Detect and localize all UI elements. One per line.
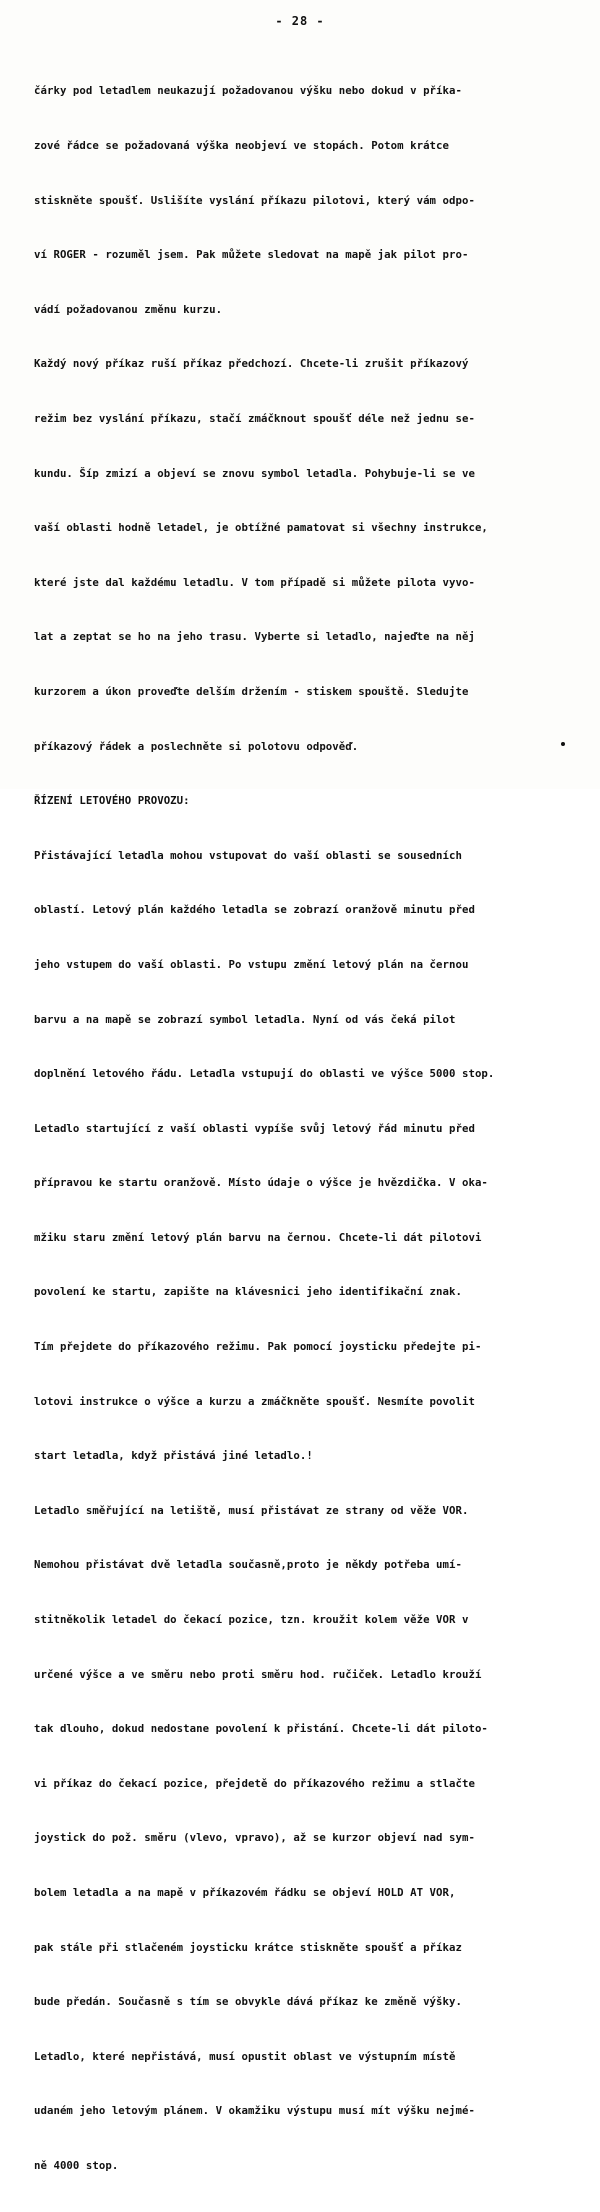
text-line: stiskněte spoušť. Uslišíte vyslání příkazu pilotovi, který vám odpo-: [34, 193, 475, 207]
text-line: Každý nový příkaz ruší příkaz předchozí. Chcete-li zrušit příkazový: [34, 357, 469, 371]
text-line: Nemohou přistávat dvě letadla současně,proto je někdy potřeba umí-: [34, 1558, 462, 1572]
text-line: pak stále při stlačeném joysticku krátce stiskněte spoušť a příkaz: [34, 1940, 462, 1954]
text-line: udaném jeho letovým plánem. V okamžiku výstupu musí mít výšku nejmé-: [34, 2104, 475, 2118]
text-line: příkazový řádek a poslechněte si polotovu odpověď.: [34, 739, 359, 753]
text-line: vi příkaz do čekací pozice, přejdetě do příkazového režimu a stlačte: [34, 1776, 475, 1790]
page-number: - 28 -: [275, 14, 325, 28]
text-line: povolení ke startu, zapište na klávesnici jeho identifikační znak.: [34, 1285, 462, 1299]
text-line: start letadla, když přistává jiné letadlo.!: [34, 1449, 313, 1463]
text-line: mžiku staru změní letový plán barvu na černou. Chcete-li dát pilotovi: [34, 1230, 482, 1244]
text-line: joystick do pož. směru (vlevo, vpravo), až se kurzor objeví nad sym-: [34, 1831, 475, 1845]
text-line: ví ROGER - rozuměl jsem. Pak můžete sledovat na mapě jak pilot pro-: [34, 248, 469, 262]
text-line: vádí požadovanou změnu kurzu.: [34, 302, 223, 316]
section-heading: ŘÍZENÍ LETOVÉHO PROVOZU:: [34, 794, 190, 808]
text-line: čárky pod letadlem neukazují požadovanou výšku nebo dokud v příka-: [34, 84, 462, 98]
text-line: bude předán. Současně s tím se obvykle dává příkaz ke změně výšky.: [34, 1995, 462, 2009]
text-line: lat a zeptat se ho na jeho trasu. Vyberte si letadlo, najeďte na něj: [34, 630, 475, 644]
text-line: Letadlo startující z vaší oblasti vypíše svůj letový řád minutu před: [34, 1121, 475, 1135]
text-line: Tím přejdete do příkazového režimu. Pak pomocí joysticku předejte pi-: [34, 1340, 482, 1354]
text-line: kurzorem a úkon proveďte delším držením - stiskem spouště. Sledujte: [34, 684, 469, 698]
margin-mark: [561, 742, 565, 746]
text-line: bolem letadla a na mapě v příkazovém řádku se objeví HOLD AT VOR,: [34, 1886, 456, 1899]
text-line: zové řádce se požadovaná výška neobjeví ve stopách. Potom krátce: [34, 139, 450, 152]
text-line: přípravou ke startu oranžově. Místo údaje o výšce je hvězdička. V oka-: [34, 1176, 488, 1190]
text-line: oblastí. Letový plán každého letadla se zobrazí oranžově minutu před: [34, 903, 475, 917]
text-line: vaší oblasti hodně letadel, je obtížné pamatovat si všechny instrukce,: [34, 521, 488, 535]
text-line: jeho vstupem do vaší oblasti. Po vstupu změní letový plán na černou: [34, 957, 469, 971]
text-line: tak dlouho, dokud nedostane povolení k přistání. Chcete-li dát piloto-: [34, 1722, 488, 1736]
text-line: barvu a na mapě se zobrazí symbol letadla. Nyní od vás čeká pilot: [34, 1012, 456, 1026]
text-line: Letadlo směřující na letiště, musí přistávat ze strany od věže VOR.: [34, 1503, 469, 1517]
text-line: doplnění letového řádu. Letadla vstupují do oblasti ve výšce 5000 stop.: [34, 1067, 495, 1081]
body-text: [34, 46, 582, 2212]
text-line: stitněkolik letadel do čekací pozice, tzn. kroužit kolem věže VOR v: [34, 1613, 469, 1627]
text-line: určené výšce a ve směru nebo proti směru hod. ručiček. Letadlo krouží: [34, 1667, 482, 1681]
text-line: režim bez vyslání příkazu, stačí zmáčknout spoušť déle než jednu se-: [34, 411, 475, 425]
text-line: Letadlo, které nepřistává, musí opustit oblast ve výstupním místě: [34, 2049, 456, 2063]
text-line: lotovi instrukce o výšce a kurzu a zmáčkněte spoušť. Nesmíte povolit: [34, 1394, 475, 1408]
text-line: ně 4000 stop.: [34, 2158, 119, 2172]
text-line: Přistávající letadla mohou vstupovat do vaší oblasti se sousedních: [34, 848, 462, 862]
text-line: které jste dal každému letadlu. V tom případě si můžete pilota vyvo-: [34, 575, 475, 589]
text-line: kundu. Šíp zmizí a objeví se znovu symbol letadla. Pohybuje-li se ve: [34, 466, 475, 480]
